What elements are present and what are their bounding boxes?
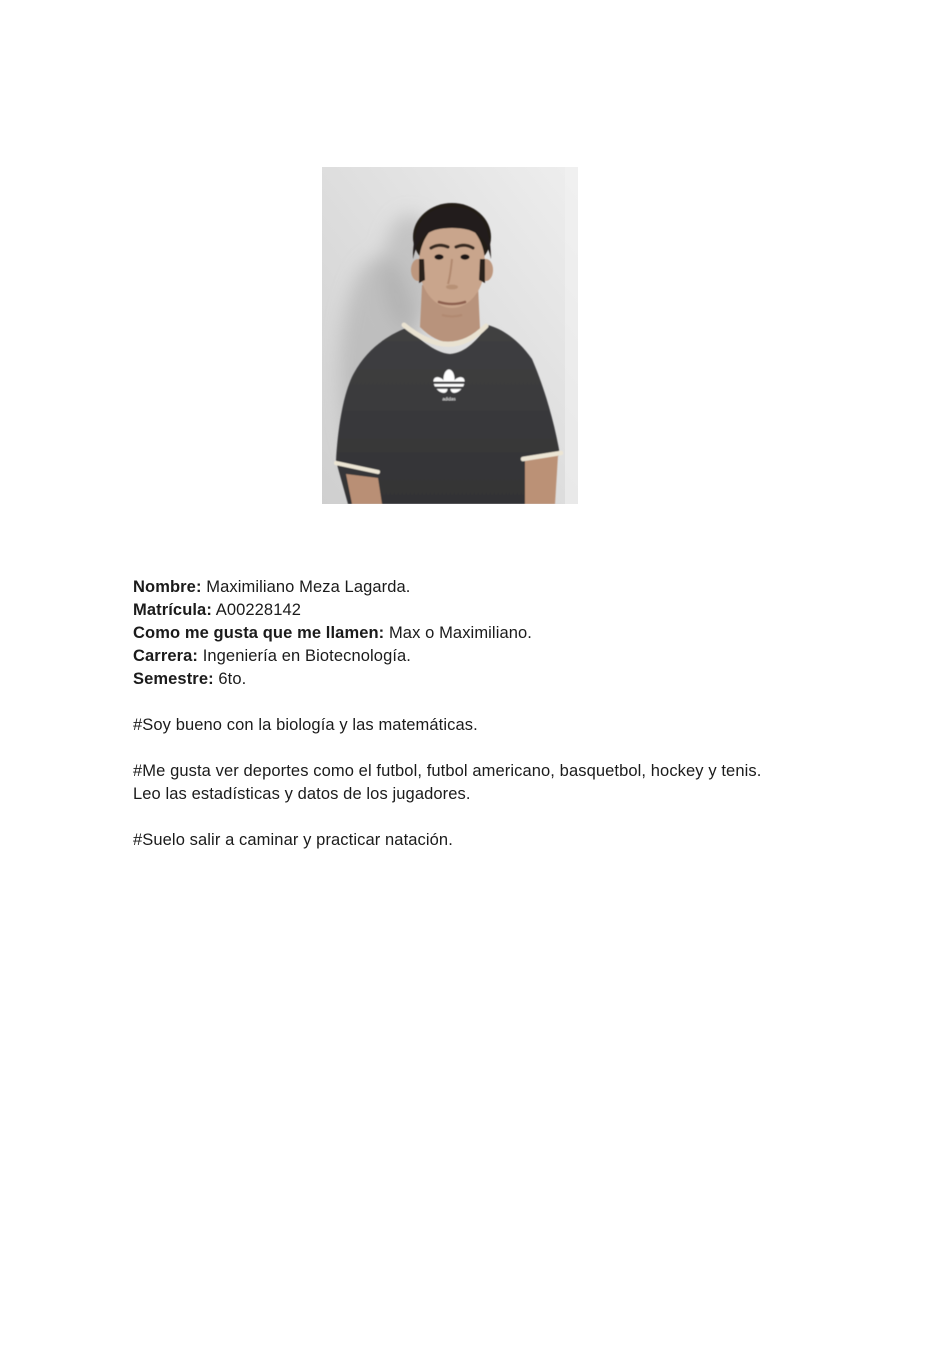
paragraph-sports: [133, 760, 761, 806]
paragraph-line: Leo las estadísticas y datos de los jugadores.: [133, 785, 471, 803]
paragraph-line: #Soy bueno con la biología y las matemáticas.: [133, 716, 478, 734]
paragraph-skills: [133, 714, 761, 737]
profile-field-apodo: [133, 622, 761, 645]
profile-field-semestre: [133, 668, 761, 691]
left-sideburn: [419, 259, 425, 283]
portrait-illustration: [322, 167, 578, 504]
field-value: Ingeniería en Biotecnología.: [198, 647, 411, 665]
left-eye: [434, 254, 443, 259]
profile-field-matricula: [133, 599, 761, 622]
field-value: Maximiliano Meza Lagarda.: [201, 578, 411, 596]
field-value: A00228142: [211, 601, 302, 619]
field-label: Semestre:: [133, 670, 214, 688]
paragraph-line: #Suelo salir a caminar y practicar natación.: [133, 831, 453, 849]
right-sideburn: [479, 259, 485, 283]
profile-field-nombre: [133, 576, 761, 599]
field-value: Max o Maximiliano.: [384, 624, 532, 642]
adidas-wordmark: adidas: [442, 396, 456, 402]
field-label: Nombre:: [133, 578, 202, 596]
right-forearm: [525, 455, 558, 504]
nose-shadow: [446, 285, 458, 290]
paragraph-hobbies: [133, 829, 761, 852]
field-label: Carrera:: [133, 647, 199, 665]
field-value: 6to.: [213, 670, 247, 688]
left-forearm: [346, 474, 382, 504]
profile-text: [133, 576, 761, 852]
paragraph-line: #Me gusta ver deportes como el futbol, futbol americano, basquetbol, hockey y tenis.: [133, 762, 762, 780]
photo-wall-edge-highlight: [565, 167, 578, 504]
field-label: Como me gusta que me llamen:: [133, 624, 385, 642]
field-label: Matrícula:: [133, 601, 212, 619]
profile-field-carrera: [133, 645, 761, 668]
right-eye: [460, 254, 469, 259]
student-portrait-photo: [322, 167, 578, 504]
